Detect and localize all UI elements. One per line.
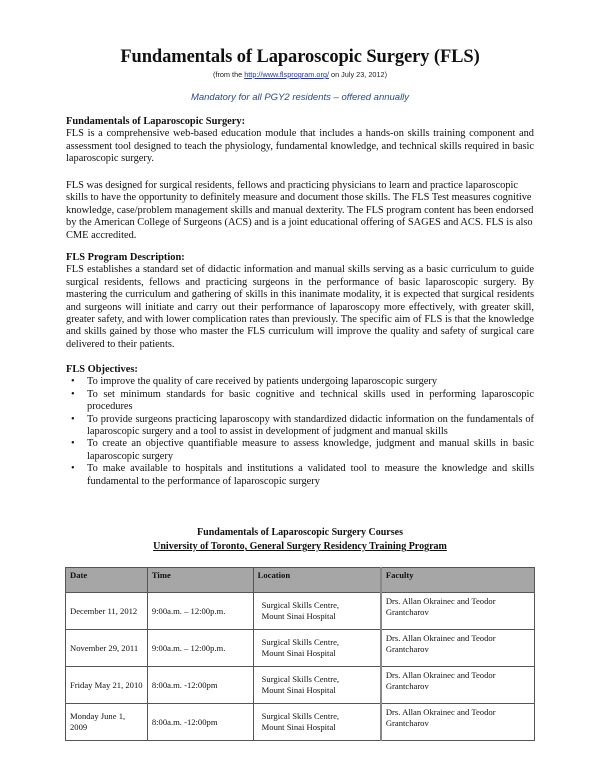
cell-location [253,630,381,667]
objective-item [66,376,534,388]
table-row [66,667,535,704]
courses-subtitle: University of Toronto, General Surgery Residency Training Program [153,541,447,552]
location-line2: Mount Sinai Hospital [261,648,336,658]
location-line1: Surgical Skills Centre, [261,674,340,684]
table-row [66,630,535,667]
column-header-faculty: Faculty [381,568,535,593]
column-header-location: Location [253,568,381,593]
program-section [66,252,534,351]
location-line1: Surgical Skills Centre, [261,711,340,721]
cell-faculty: Drs. Allan Okrainec and Teodor Grantcharov [381,630,535,667]
objective-item [66,414,534,439]
source-prefix: (from the [212,70,245,79]
bullet-icon: • [71,413,75,425]
source-note [0,70,600,79]
bullet-icon: • [71,376,75,388]
mandatory-note: Mandatory for all PGY2 residents – offered annually [190,92,410,103]
intro-section [66,116,534,166]
table-header-row [66,568,535,593]
cell-date: November 29, 2011 [66,630,148,667]
source-link[interactable]: http://www.flsprogram.org/ [244,70,329,79]
cell-faculty: Drs. Allan Okrainec and Teodor Grantcharov [381,704,535,741]
location-line1: Surgical Skills Centre, [261,637,340,647]
objective-item [66,463,534,488]
location-line2: Mount Sinai Hospital [261,611,336,621]
program-heading: FLS Program Description: [66,252,185,263]
location-line2: Mount Sinai Hospital [261,685,336,695]
column-header-time: Time [147,568,253,593]
objectives-heading: FLS Objectives: [66,364,138,375]
cell-time: 9:00a.m. – 12:00p.m. [147,593,253,630]
source-suffix: on July 23, 2012) [328,70,387,79]
cell-time: 8:00a.m. -12:00pm [147,667,253,704]
design-text: FLS was designed for surgical residents, fellows and practicing physicians to learn and practice laparoscopic skills to have the opportunity to definitely measure and document those skills. The FLS Test measures cognitive knowledge, case/problem management skills and manual dexterity. The FLS program content has been endorsed by the American College of Surgeons (ACS) and is a joint educational offering of SAGES and ACS. FLS is also CME accredited. [66,180,534,241]
objective-text: To improve the quality of care received by patients undergoing laparoscopic surgery [87,376,438,388]
cell-date: Friday May 21, 2010 [66,667,148,704]
cell-date: Monday June 1, 2009 [66,704,148,741]
cell-location [253,593,381,630]
objective-item [66,438,534,463]
courses-title: Fundamentals of Laparoscopic Surgery Courses [197,527,403,538]
location-line2: Mount Sinai Hospital [261,722,336,732]
design-section [66,180,534,242]
cell-faculty: Drs. Allan Okrainec and Teodor Grantcharov [381,593,535,630]
cell-location [253,667,381,704]
objectives-section [66,364,534,488]
cell-date: December 11, 2012 [66,593,148,630]
objective-text: To provide surgeons practicing laparoscopy with standardized didactic information on the fundamentals of laparoscopic surgery and a tool to assist in development of judgment and manual skills [87,413,534,438]
bullet-icon: • [71,438,75,450]
cell-time: 8:00a.m. -12:00pm [147,704,253,741]
cell-faculty: Drs. Allan Okrainec and Teodor Grantcharov [381,667,535,704]
intro-heading: Fundamentals of Laparoscopic Surgery: [66,116,246,127]
location-line1: Surgical Skills Centre, [261,600,340,610]
bullet-icon: • [71,388,75,400]
cell-time: 9:00a.m. – 12:00p.m. [147,630,253,667]
intro-text: FLS is a comprehensive web-based education module that includes a hands-on skills training component and assessment tool designed to teach the physiology, fundamental knowledge, and technical skills required in basic laparoscopic surgery. [66,128,534,165]
bullet-icon: • [71,463,75,475]
cell-location [253,704,381,741]
column-header-date: Date [66,568,148,593]
objective-text: To make available to hospitals and institutions a validated tool to measure the knowledge and skills fundamental to the performance of laparoscopic surgery [87,463,534,487]
objective-text: To set minimum standards for basic cognitive and technical skills used in performing laparoscopic procedures [87,388,534,413]
page-title: Fundamentals of Laparoscopic Surgery (FLS) [120,47,480,67]
objective-text: To create an objective quantifiable measure to assess knowledge, judgment and manual skills in basic laparoscopic surgery [87,438,534,462]
program-text: FLS establishes a standard set of didactic information and manual skills serving as a basic curriculum to guide surgical residents, fellows and practicing surgeons in the performance of basic laparoscopic surgery. By mastering the curriculum and gathering of skills in this inanimate modality, it is expected that surgical residents and surgeons will initiate and carry out their performance of laparoscopy more effectively, with greater skill, greater safety, and with lower complication rates than previously. The specific aim of FLS is that the knowledge and skills gained by those who master the FLS curriculum will improve the quality and safety of surgical care delivered to their patients. [66,264,534,350]
table-row [66,593,535,630]
objectives-list [66,376,534,488]
objective-item [66,389,534,414]
table-row [66,704,535,741]
courses-table [65,567,535,741]
